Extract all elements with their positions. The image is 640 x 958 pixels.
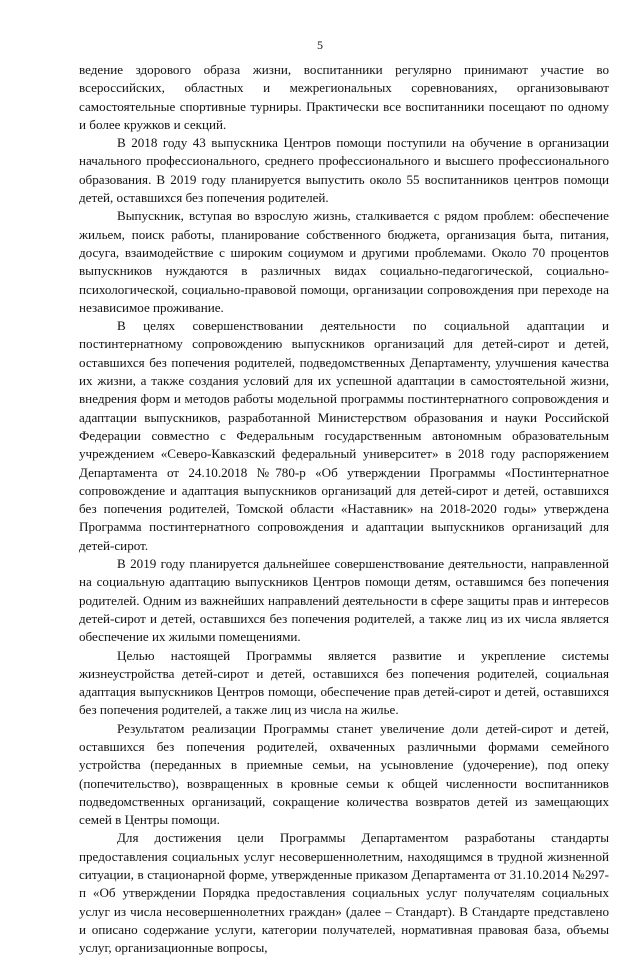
paragraph-8: Для достижения цели Программы Департаментом разработаны стандарты предоставления социальных услуг несовершеннолетним, находящимся в трудной жизненной ситуации, в стационарной форме, утвержденные приказом Департамента от 31.10.2014 №297-п «Об утверждении Порядка предоставления социальных услуг получателям социальных услуг из числа несовершеннолетних граждан» (далее – Стандарт). В Стандарте представлено и описано содержание услуги, категории получателей, нормативная правовая база, объемы услуг, организационные вопросы, (79, 830, 609, 956)
paragraph-7: Результатом реализации Программы станет увеличение доли детей-сирот и детей, оставшихся без попечения родителей, охваченных различными формами семейного устройства (переданных в приемные семьи, на усыновление (удочерение), под опеку (попечительство), возвращенных в кровные семьи к общей численности воспитанников подведомственных организаций, сокращение количества возвратов детей из замещающих семей в Центры помощи. (79, 720, 609, 828)
paragraph-6: Целью настоящей Программы является развитие и укрепление системы жизнеустройства детей-сирот и детей, оставшихся без попечения родителей, социальная адаптация выпускников Центров помощи, обеспечение прав детей-сирот и детей, оставшихся без попечения родителей, а также лиц из числа на жилье. (79, 647, 609, 718)
paragraph-3: Выпускник, вступая во взрослую жизнь, сталкивается с рядом проблем: обеспечение жильем, поиск работы, планирование собственного бюджета, организация быта, питания, досуга, взаимодействие с широким социумом и другими проблемами. Около 70 процентов выпускников нуждаются в различных видах социально-педагогической, социально-психологической, социально-правовой помощи, организации сопровождения при переходе на независимое проживание. (79, 208, 609, 315)
paragraph-4: В целях совершенствовании деятельности по социальной адаптации и постинтернатному сопровождению выпускников организаций для детей-сирот и детей, оставшихся без попечения родителей, подведомственных Департаменту, улучшения качества их жизни, а также создания условий для их успешной адаптации в самостоятельной жизни, внедрения форм и методов работы модельной программы постинтернатного сопровождения и адаптации выпускников, разработанной Министерством образования и науки Российской Федерации совместно с Федеральным государственным автономным образовательным учреждением «Северо-Кавказский федеральный университет» в 2018 году распоряжением Департамента от 24.10.2018 №780-р «Об утверждении Программы «Постинтернатное сопровождение и адаптация выпускников организаций для детей-сирот и детей, оставшихся без попечения родителей, Томской области «Наставник» на 2018-2020 годы» утверждена Программа постинтернатного сопровождения и адаптации выпускников организаций для детей-сирот. (79, 318, 609, 553)
document-body (79, 61, 609, 958)
page-number: 5 (317, 38, 323, 52)
paragraph-5: В 2019 году планируется дальнейшее совершенствование деятельности, направленной на социальную адаптацию выпускников Центров помощи детям, оставшимся без попечения родителей. Одним из важнейших направлений деятельности в сфере защиты прав и интересов детей-сирот и детей, оставшихся без попечения родителей, а также лиц из их числа является обеспечение их жилыми помещениями. (79, 556, 609, 645)
paragraph-2: В 2018 году 43 выпускника Центров помощи поступили на обучение в организации начального профессионального, среднего профессионального и высшего профессионального образования. В 2019 году планируется выпустить около 55 воспитанников центров помощи детей, оставшихся без попечения родителей. (79, 135, 609, 206)
paragraph-1: ведение здорового образа жизни, воспитанники регулярно принимают участие во всероссийских, областных и межрегиональных соревнованиях, организовывают самостоятельные спортивные турниры. Практически все воспитанники посещают по одному и более кружков и секций. (79, 62, 609, 132)
